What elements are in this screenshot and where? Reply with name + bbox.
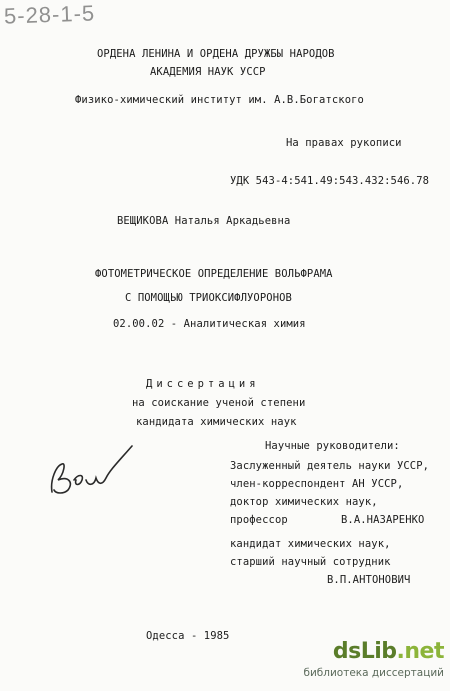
dissertation-line-2: на соискание ученой степени <box>132 397 306 409</box>
supervisor-1-name: В.А.НАЗАРЕНКО <box>341 514 425 526</box>
dissertation-line-3: кандидата химических наук <box>136 416 297 428</box>
supervisor-2-line-2: старший научный сотрудник <box>230 556 391 568</box>
supervisor-1-line-1: Заслуженный деятель науки УССР, <box>230 460 430 472</box>
supervisor-1-line-2: член-корреспондент АН УССР, <box>230 478 404 490</box>
supervisor-1-line-3: доктор химических наук, <box>230 496 378 508</box>
dslib-watermark[interactable] <box>303 639 444 685</box>
author-name: ВЕЩИКОВА Наталья Аркадьевна <box>117 215 291 227</box>
rights-note: На правах рукописи <box>286 137 402 149</box>
thesis-title-line-1: ФОТОМЕТРИЧЕСКОЕ ОПРЕДЕЛЕНИЕ ВОЛЬФРАМА <box>95 268 333 280</box>
dissertation-heading: Диссертация <box>146 378 260 390</box>
supervisors-heading: Научные руководители: <box>265 440 400 452</box>
place-year: Одесса - 1985 <box>146 630 230 642</box>
institute-name: Физико-химический институт им. А.В.Богатского <box>75 94 364 106</box>
specialty: 02.00.02 - Аналитическая химия <box>113 318 306 330</box>
archive-stamp: 5-28-1-5 <box>3 0 96 29</box>
header-line-2: АКАДЕМИЯ НАУК УССР <box>150 66 266 78</box>
dslib-subtitle: библиотека диссертаций <box>303 667 444 679</box>
supervisor-2-line-1: кандидат химических наук, <box>230 538 391 550</box>
dslib-logo: dsLib.net <box>332 639 444 664</box>
udk-code: УДК 543-4:541.49:543.432:546.78 <box>230 175 430 187</box>
thesis-title-line-2: С ПОМОЩЬЮ ТРИОКСИФЛУОРОНОВ <box>125 292 292 304</box>
header-line-1: ОРДЕНА ЛЕНИНА И ОРДЕНА ДРУЖБЫ НАРОДОВ <box>97 48 335 60</box>
handwritten-signature <box>44 440 140 500</box>
supervisor-2-name: В.П.АНТОНОВИЧ <box>327 574 411 586</box>
supervisor-1-role: профессор <box>230 514 288 526</box>
